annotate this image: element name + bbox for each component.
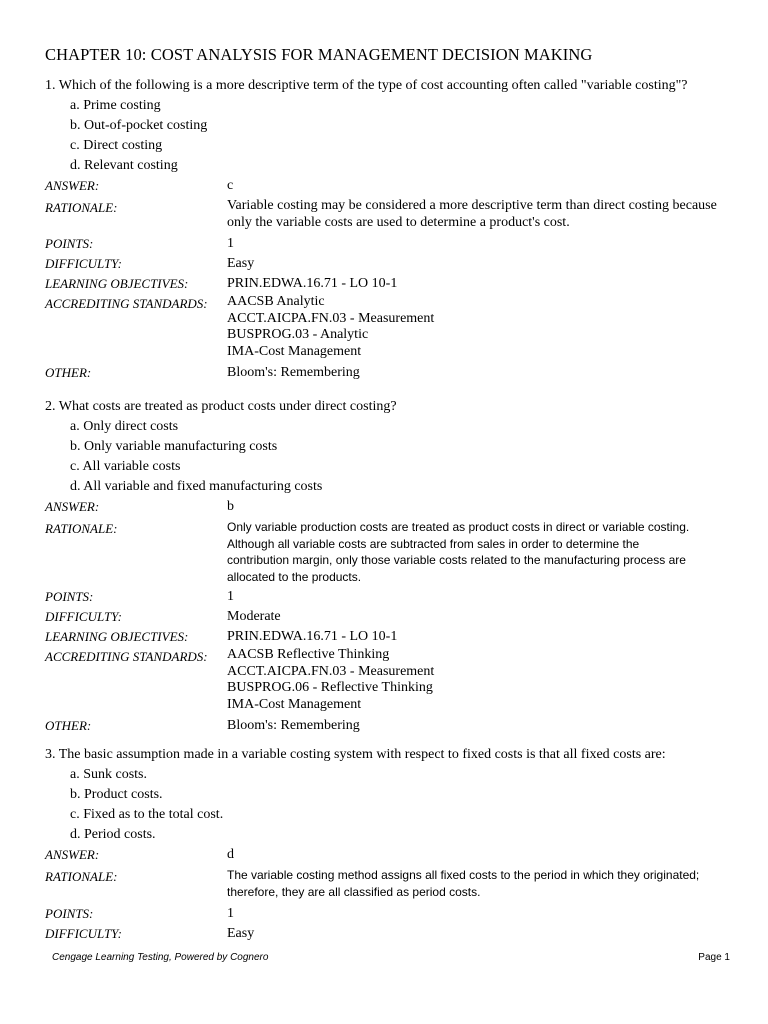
accrediting-standards-value (227, 294, 735, 360)
answer-row (45, 497, 735, 517)
accrediting-standards-label: ACCREDITING STANDARDS: (45, 296, 208, 311)
difficulty-row (45, 924, 735, 944)
rationale-row (45, 519, 735, 585)
option-b: b. Only variable manufacturing costs (70, 439, 278, 454)
difficulty-label: DIFFICULTY: (45, 926, 122, 941)
chapter-title: CHAPTER 10: COST ANALYSIS FOR MANAGEMENT DECISION MAKING (45, 45, 593, 64)
answer-label: ANSWER: (45, 847, 100, 862)
difficulty-row (45, 607, 735, 627)
option-b: b. Product costs. (70, 787, 163, 802)
option-d: d. All variable and fixed manufacturing costs (70, 479, 323, 494)
standard-item: AACSB Analytic (227, 294, 325, 309)
learning-objectives-value: PRIN.EDWA.16.71 - LO 10-1 (227, 629, 398, 644)
answer-value: d (227, 847, 234, 862)
rationale-value (227, 867, 735, 900)
question-1 (45, 76, 735, 383)
rationale-row (45, 198, 735, 231)
accrediting-standards-row (45, 294, 735, 360)
option-d: d. Period costs. (70, 827, 156, 842)
learning-objectives-row (45, 274, 735, 294)
answer-row (45, 176, 735, 196)
footer-page-number: Page 1 (698, 952, 730, 963)
points-value: 1 (227, 906, 234, 921)
other-label: OTHER: (45, 365, 92, 380)
rationale-line: Although all variable costs are subtracted from sales in order to determine the (227, 536, 640, 551)
question-stem: 3. The basic assumption made in a variable costing system with respect to fixed costs is that all fixed costs are: (45, 747, 666, 762)
footer-publisher: Cengage Learning Testing, Powered by Cognero (52, 952, 269, 963)
rationale-line: therefore, they are all classified as period costs. (227, 884, 481, 899)
standard-item: AACSB Reflective Thinking (227, 647, 390, 662)
rationale-label: RATIONALE: (45, 200, 118, 215)
question-3 (45, 745, 735, 944)
option-a: a. Only direct costs (70, 419, 179, 434)
answer-row (45, 845, 735, 865)
standard-item: ACCT.AICPA.FN.03 - Measurement (227, 310, 435, 326)
rationale-line: Variable costing may be considered a more descriptive term than direct costing because (227, 198, 717, 213)
other-row (45, 716, 735, 736)
option-c: c. All variable costs (70, 459, 181, 474)
difficulty-row (45, 254, 735, 274)
points-label: POINTS: (45, 906, 94, 921)
option-a: a. Sunk costs. (70, 767, 147, 782)
learning-objectives-label: LEARNING OBJECTIVES: (45, 276, 189, 291)
rationale-label: RATIONALE: (45, 869, 118, 884)
rationale-line: contribution margin, only those variable costs related to the manufacturing process are (227, 553, 686, 567)
rationale-line: Only variable production costs are treated as product costs in direct or variable costing. (227, 520, 690, 534)
accrediting-standards-row (45, 647, 735, 713)
question-stem: 2. What costs are treated as product costs under direct costing? (45, 399, 397, 414)
difficulty-value: Moderate (227, 609, 281, 624)
learning-objectives-row (45, 627, 735, 647)
learning-objectives-label: LEARNING OBJECTIVES: (45, 629, 189, 644)
points-row (45, 234, 735, 254)
other-value: Bloom's: Remembering (227, 718, 360, 733)
option-c: c. Fixed as to the total cost. (70, 807, 224, 822)
standard-item: IMA-Cost Management (227, 696, 362, 712)
other-row (45, 363, 735, 383)
rationale-row (45, 867, 735, 900)
rationale-line: allocated to the products. (227, 569, 362, 584)
standard-item: ACCT.AICPA.FN.03 - Measurement (227, 663, 435, 679)
rationale-value (227, 198, 735, 231)
difficulty-label: DIFFICULTY: (45, 256, 122, 271)
answer-label: ANSWER: (45, 499, 100, 514)
option-d: d. Relevant costing (70, 158, 178, 173)
option-a: a. Prime costing (70, 98, 161, 113)
option-b: b. Out-of-pocket costing (70, 118, 208, 133)
difficulty-value: Easy (227, 926, 255, 941)
standard-item: BUSPROG.06 - Reflective Thinking (227, 680, 433, 695)
answer-label: ANSWER: (45, 178, 100, 193)
learning-objectives-value: PRIN.EDWA.16.71 - LO 10-1 (227, 276, 398, 291)
points-label: POINTS: (45, 236, 94, 251)
standard-item: IMA-Cost Management (227, 343, 362, 359)
option-c: c. Direct costing (70, 138, 163, 153)
rationale-value (227, 519, 735, 585)
points-label: POINTS: (45, 589, 94, 604)
difficulty-label: DIFFICULTY: (45, 609, 122, 624)
rationale-label: RATIONALE: (45, 521, 118, 536)
rationale-line: only the variable costs are used to determine a product's cost. (227, 214, 570, 230)
accrediting-standards-value (227, 647, 735, 713)
rationale-line: The variable costing method assigns all fixed costs to the period in which they originated; (227, 868, 700, 882)
difficulty-value: Easy (227, 256, 255, 271)
points-row (45, 587, 735, 607)
other-label: OTHER: (45, 718, 92, 733)
points-value: 1 (227, 236, 234, 251)
answer-value: b (227, 499, 234, 514)
points-row (45, 904, 735, 924)
standard-item: BUSPROG.03 - Analytic (227, 327, 369, 342)
points-value: 1 (227, 589, 234, 604)
accrediting-standards-label: ACCREDITING STANDARDS: (45, 649, 208, 664)
question-stem: 1. Which of the following is a more descriptive term of the type of cost accounting often called "variable costing"? (45, 78, 688, 93)
answer-value: c (227, 178, 234, 193)
question-2 (45, 397, 735, 736)
other-value: Bloom's: Remembering (227, 365, 360, 380)
